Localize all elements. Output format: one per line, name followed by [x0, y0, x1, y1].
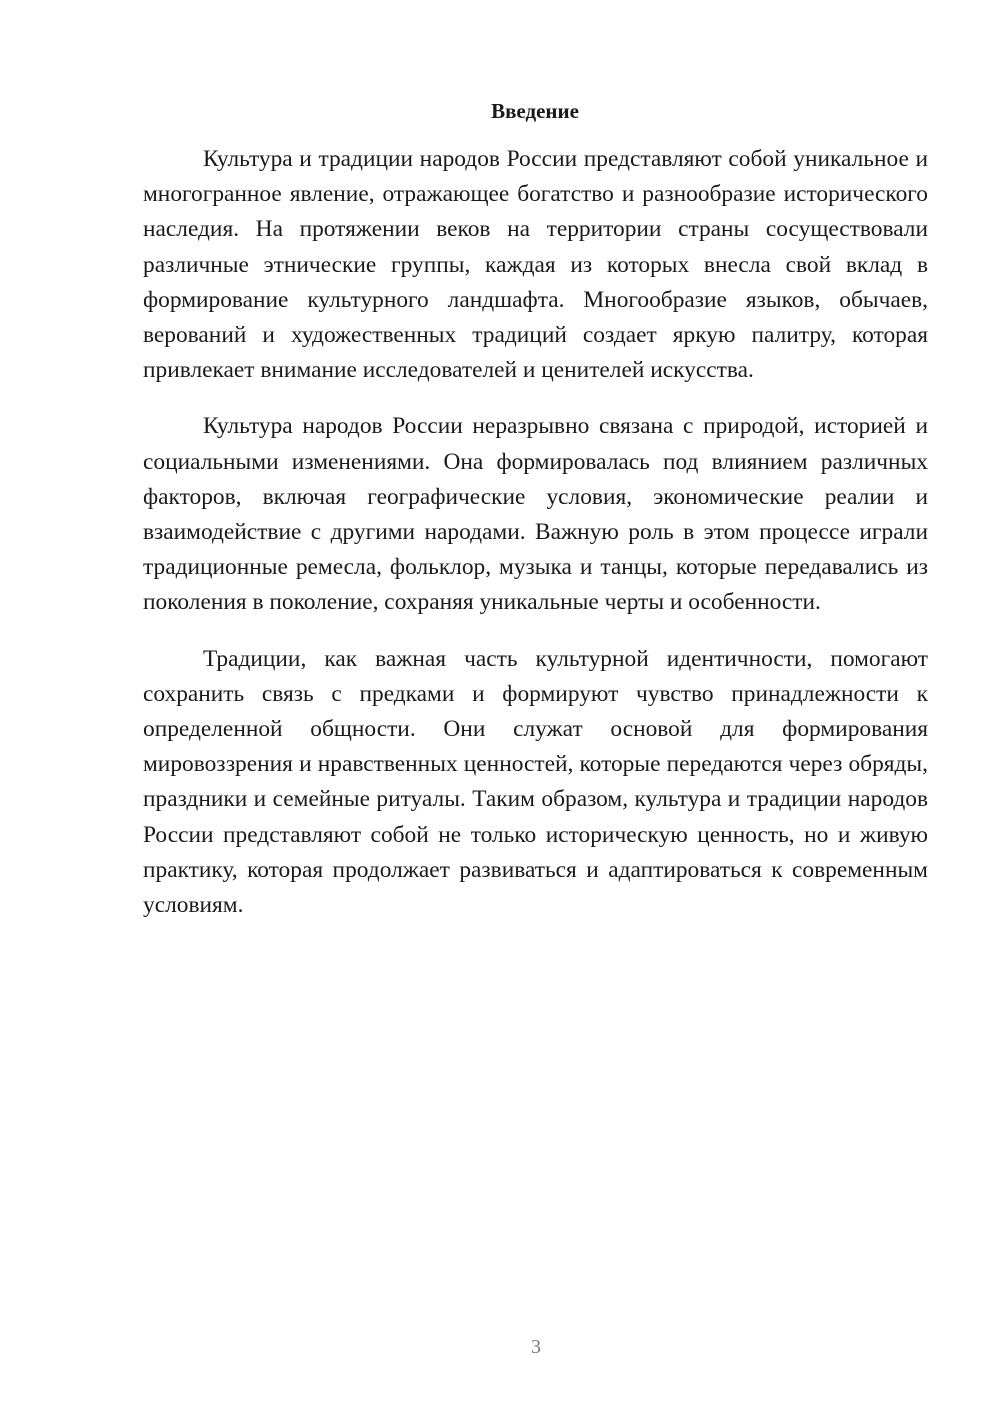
section-heading: Введение: [491, 99, 579, 123]
paragraph-1: Культура и традиции народов России представляют собой уникальное и многогранное явление, отражающее богатство и разнообразие исторического наследия. На протяжении веков на территории страны сосуществовали различные этнические группы, каждая из которых внесла свой вклад в формирование культурного ландшафта. Многообразие языков, обычаев, верований и художественных традиций создает яркую палитру, которая привлекает внимание исследователей и ценителей искусства.: [143, 146, 928, 384]
page-number: 3: [531, 1336, 541, 1358]
paragraph-3: Традиции, как важная часть культурной идентичности, помогают сохранить связь с предками и формируют чувство принадлежности к определенной общности. Они служат основой для формирования мировоззрения и нравственных ценностей, которые передаются через обряды, праздники и семейные ритуалы. Таким образом, культура и традиции народов России представляют собой не только историческую ценность, но и живую практику, которая продолжает развиваться и адаптироваться к современным условиям.: [143, 645, 928, 919]
paragraph-2: Культура народов России неразрывно связана с природой, историей и социальными изменениями. Она формировалась под влиянием различных факторов, включая географические условия, экономические реалии и взаимодействие с другими народами. Важную роль в этом процессе играли традиционные ремесла, фольклор, музыка и танцы, которые передавались из поколения в поколение, сохраняя уникальные черты и особенности.: [143, 413, 928, 616]
body-text: [143, 142, 928, 944]
